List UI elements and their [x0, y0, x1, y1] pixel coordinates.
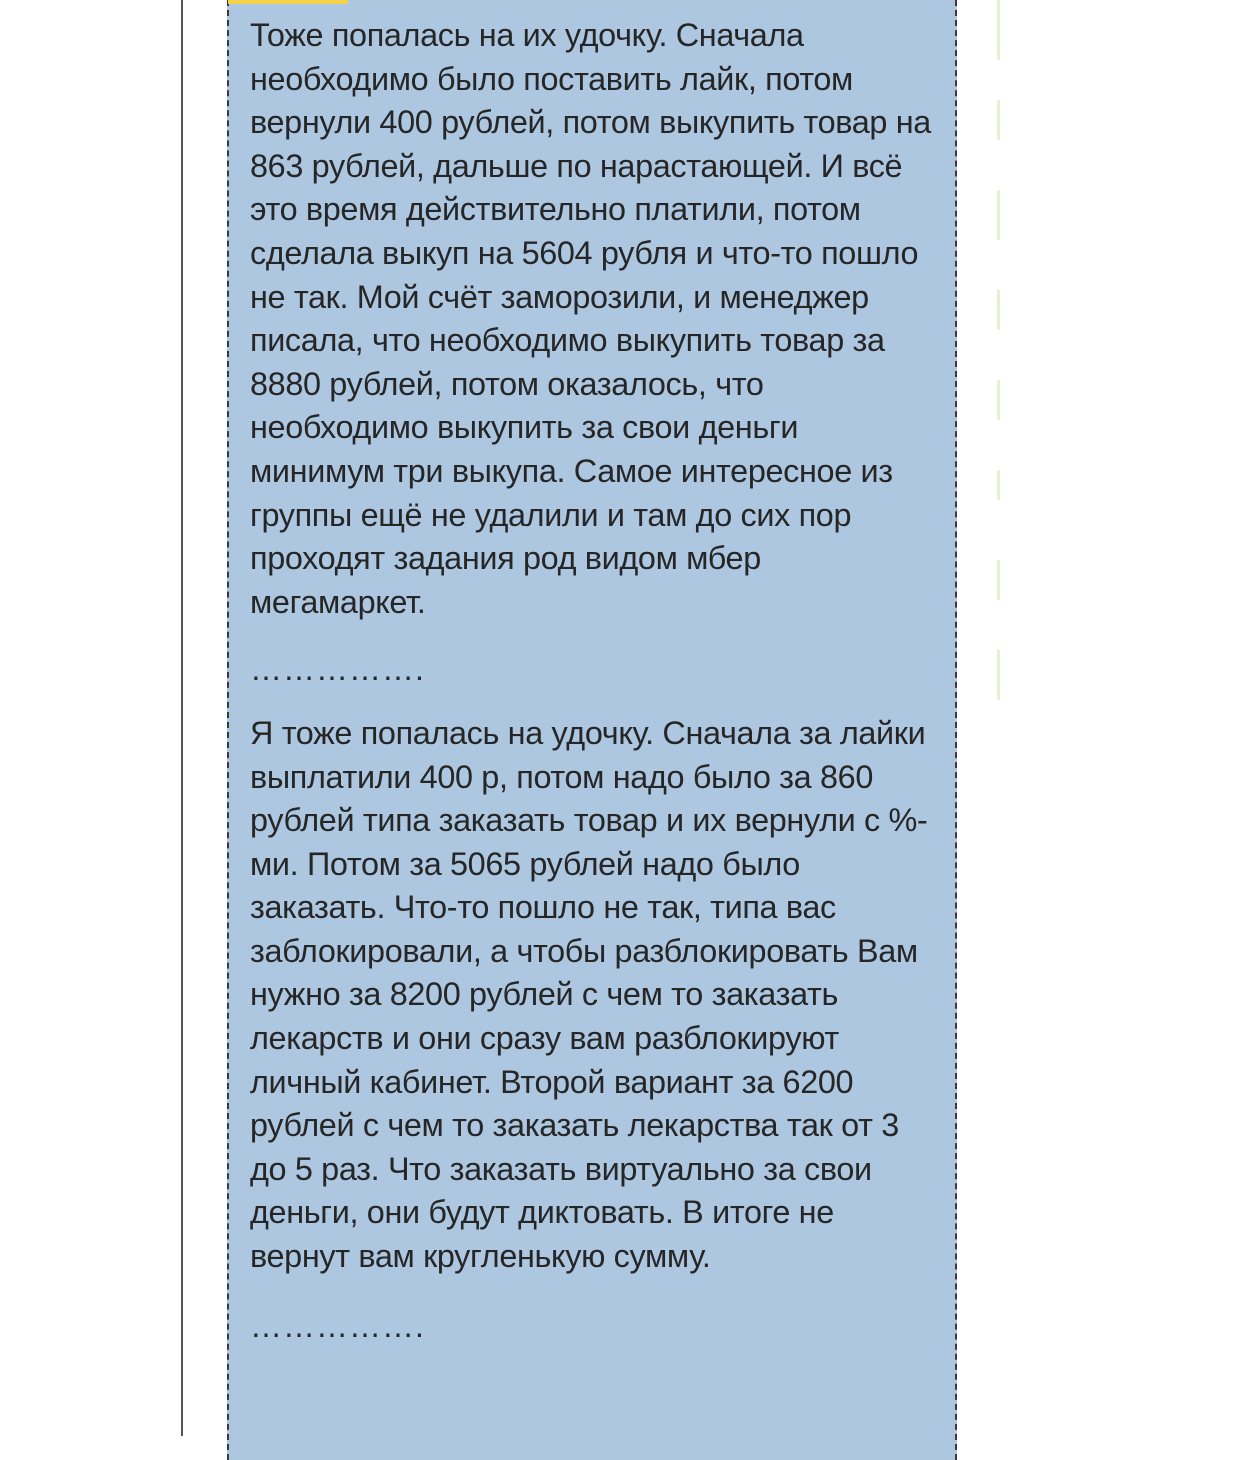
comment-separator-2: …………….	[250, 1307, 425, 1344]
page-edge-left	[181, 0, 183, 1436]
accent-tab	[228, 0, 348, 4]
comment-text-2: Я тоже попалась на удочку. Сначала за лайки выплатили 400 р, потом надо было за 860 рублей типа заказать товар и их вернули с %-ми. Потом за 5065 рублей надо было заказать. Что-то пошло не так, типа вас заблокировали, а чтобы разблокировать Вам нужно за 8200 рублей с чем то заказать лекарств и они сразу вам разблокируют личный кабинет. Второй вариант за 6200 рублей с чем то заказать лекарства так от 3 до 5 раз. Что заказать виртуально за свои деньги, они будут диктовать. В итоге не вернут вам кругленькую сумму.	[250, 714, 928, 1275]
page-edge-right	[997, 0, 1000, 1436]
comment-box	[227, 0, 957, 1460]
comment-separator-1: …………….	[250, 651, 425, 688]
comment-text-1: Тоже попалась на их удочку. Сначала необходимо было поставить лайк, потом вернули 400 рублей, потом выкупить товар на 863 рублей, дальше по нарастающей. И всё это время действительно платили, потом сделала выкуп на 5604 рубля и что-то пошло не так. Мой счёт заморозили, и менеджер писала, что необходимо выкупить товар за 8880 рублей, потом оказалось, что необходимо выкупить за свои деньги минимум три выкупа. Самое интересное из группы ещё не удалили и там до сих пор проходят задания род видом мбер мегамаркет.	[250, 17, 931, 620]
